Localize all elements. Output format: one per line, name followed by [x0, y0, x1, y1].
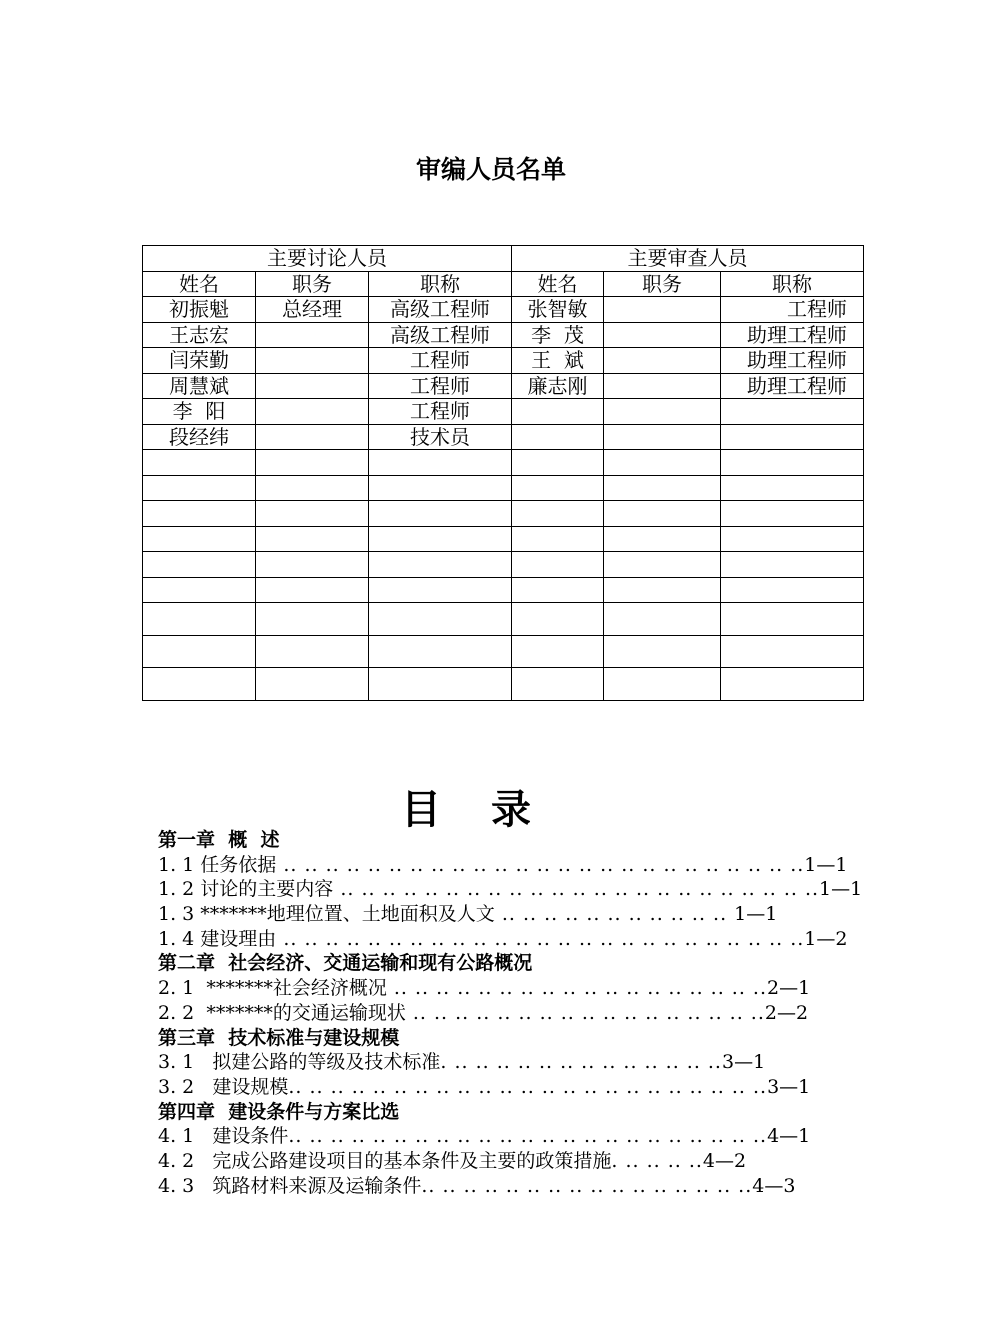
- toc-chapter: 第一章 概 述: [158, 829, 280, 851]
- toc-entry-title: 建设条件: [200, 1125, 289, 1148]
- table-of-contents: [158, 828, 863, 1198]
- toc-entry-number: 3. 2: [158, 1075, 201, 1098]
- table-cell: 工程师: [369, 373, 512, 399]
- toc-entry-leader: .. .. .. .. .. .. .. .. .. .. .. .. .. .. .. .. ..: [405, 1001, 765, 1024]
- toc-entry-title: *******地理位置、土地面积及人文: [200, 903, 495, 926]
- toc-entry: [158, 927, 848, 952]
- toc-entry: [158, 1075, 838, 1100]
- toc-entry-title: *******的交通运输现状: [200, 1001, 406, 1024]
- table-row: [143, 373, 864, 399]
- table-cell: 王 斌: [512, 348, 604, 374]
- table-cell: 高级工程师: [369, 322, 512, 348]
- toc-entry-page: 2—2: [764, 1001, 809, 1024]
- toc-entry-leader: .. .. .. .. .. .. .. .. .. .. .. .. .. .. .. .. .. .. .. .. .. .. ..: [333, 878, 820, 901]
- empty-table-row: [143, 475, 864, 501]
- toc-entry-page: 4—2: [702, 1149, 747, 1172]
- toc-entry-title: 拟建公路的等级及技术标准: [200, 1051, 441, 1074]
- table-row: [143, 399, 864, 425]
- toc-entry-page: 1—1: [804, 853, 848, 876]
- table-cell: 工程师: [721, 297, 864, 323]
- table-row: [143, 424, 864, 450]
- toc-entry-number: 3. 1: [158, 1051, 201, 1074]
- toc-chapter: 第四章 建设条件与方案比选: [158, 1100, 400, 1123]
- table-cell: [256, 399, 369, 425]
- column-header: 姓名: [512, 271, 604, 297]
- table-cell: 助理工程师: [721, 322, 864, 348]
- toc-entry-page: 4—3: [752, 1174, 796, 1197]
- toc-entry-leader: .. .. .. .. .. .. .. .. .. .. .. .. .. .. .. .. .. .. .. .. .. .. .. .. ..: [276, 927, 805, 950]
- toc-entry-title: 完成公路建设项目的基本条件及主要的政策措施: [200, 1149, 612, 1172]
- table-cell: [604, 399, 721, 425]
- toc-entry-title: 任务依据: [200, 853, 277, 876]
- column-header: 姓名: [143, 271, 256, 297]
- toc-entry-number: 4. 3: [158, 1174, 201, 1197]
- column-header: 职务: [604, 271, 721, 297]
- toc-entry-number: 2. 2: [158, 1001, 201, 1024]
- toc-entry-leader: .. .. .. .. .. .. .. .. .. .. ..: [494, 903, 735, 926]
- empty-table-row: [143, 603, 864, 636]
- toc-entry-number: 1. 3: [158, 903, 201, 926]
- toc-entry-page: 1—1: [819, 878, 863, 901]
- empty-table-row: [143, 450, 864, 476]
- toc-entry-title: 讨论的主要内容: [200, 878, 334, 901]
- empty-table-row: [143, 526, 864, 552]
- toc-entry-page: 4—1: [767, 1125, 811, 1148]
- toc-entry-title: 筑路材料来源及运输条件: [200, 1174, 422, 1197]
- toc-entry-title: *******社会经济概况: [200, 977, 387, 1000]
- toc-entry-leader: .. .. .. .. .. .. .. .. .. .. .. .. .. .. .. .. .. .. .. .. .. .. ..: [288, 1075, 768, 1098]
- empty-table-row: [143, 577, 864, 603]
- toc-entry: [158, 976, 838, 1001]
- toc-entry-number: 4. 2: [158, 1149, 201, 1172]
- group-header-discussion: 主要讨论人员: [143, 246, 512, 272]
- table-cell: [256, 348, 369, 374]
- toc-entry: [158, 1174, 838, 1199]
- toc-entry: [158, 1001, 838, 1026]
- toc-entry: [158, 902, 838, 927]
- toc-entry-leader: .. .. .. .. .. .. .. .. .. .. .. .. .. .. .. ..: [421, 1174, 753, 1197]
- table-cell: 李 茂: [512, 322, 604, 348]
- column-header: 职务: [256, 271, 369, 297]
- toc-entry: [158, 877, 863, 902]
- table-cell: 李 阳: [143, 399, 256, 425]
- toc-entry: [158, 1149, 838, 1174]
- table-cell: 王志宏: [143, 322, 256, 348]
- toc-entry-leader: . .. .. .. .. .. .. .. .. .. .. .. .. ..: [440, 1051, 722, 1074]
- table-row: [143, 322, 864, 348]
- group-header-row: [143, 246, 864, 272]
- table-cell: 助理工程师: [721, 348, 864, 374]
- page-title: 审编人员名单: [415, 155, 566, 184]
- group-header-review: 主要审查人员: [512, 246, 864, 272]
- toc-entry-number: 1. 4: [158, 927, 201, 950]
- toc-entry-page: 1—1: [734, 903, 778, 926]
- toc-entry-page: 1—2: [804, 927, 848, 950]
- toc-entry-page: 2—1: [766, 977, 811, 1000]
- toc-entry-leader: .. .. .. .. .. .. .. .. .. .. .. .. .. .. .. .. .. .. .. .. .. .. ..: [288, 1125, 768, 1148]
- column-header: 职称: [721, 271, 864, 297]
- table-cell: [604, 297, 721, 323]
- table-cell: [256, 424, 369, 450]
- table-cell: 初振魁: [143, 297, 256, 323]
- table-cell: 闫荣勤: [143, 348, 256, 374]
- toc-entry-page: 3—1: [767, 1075, 811, 1098]
- toc-entry-leader: .. .. .. .. .. .. .. .. .. .. .. .. .. .. .. .. .. .. .. .. .. .. .. .. ..: [276, 853, 805, 876]
- table-cell: [512, 399, 604, 425]
- toc-entry: [158, 1050, 838, 1075]
- table-cell: 助理工程师: [721, 373, 864, 399]
- toc-chapter: 第二章 社会经济、交通运输和现有公路概况: [158, 952, 533, 975]
- table-cell: 工程师: [369, 399, 512, 425]
- table-cell: 张智敏: [512, 297, 604, 323]
- table-cell: [256, 322, 369, 348]
- toc-entry-number: 1. 2: [158, 878, 201, 901]
- toc-entry-page: 3—1: [721, 1051, 766, 1074]
- table-cell: 总经理: [256, 297, 369, 323]
- table-cell: 周慧斌: [143, 373, 256, 399]
- table-cell: [256, 373, 369, 399]
- empty-table-row: [143, 668, 864, 701]
- table-cell: 技术员: [369, 424, 512, 450]
- empty-table-row: [143, 501, 864, 527]
- toc-entry-leader: . .. .. .. ..: [611, 1149, 703, 1172]
- table-cell: [604, 348, 721, 374]
- table-cell: 高级工程师: [369, 297, 512, 323]
- toc-entry: [158, 853, 848, 878]
- table-cell: [721, 399, 864, 425]
- table-cell: 工程师: [369, 348, 512, 374]
- table-cell: [604, 424, 721, 450]
- toc-heading: 目录: [401, 787, 581, 833]
- toc-entry-title: 建设理由: [200, 927, 277, 950]
- toc-entry-title: 建设规模: [200, 1075, 289, 1098]
- empty-table-row: [143, 635, 864, 668]
- staff-table: [142, 245, 864, 701]
- toc-entry-number: 1. 1: [158, 853, 201, 876]
- table-row: [143, 297, 864, 323]
- table-cell: [604, 322, 721, 348]
- table-cell: [604, 373, 721, 399]
- table-cell: [512, 424, 604, 450]
- table-cell: [721, 424, 864, 450]
- toc-entry-number: 4. 1: [158, 1125, 201, 1148]
- empty-table-row: [143, 552, 864, 578]
- toc-entry-leader: .. .. .. .. .. .. .. .. .. .. .. .. .. .. .. .. .. ..: [386, 977, 767, 1000]
- column-header: 职称: [369, 271, 512, 297]
- toc-entry-number: 2. 1: [158, 977, 201, 1000]
- table-cell: 段经纬: [143, 424, 256, 450]
- toc-entry: [158, 1124, 838, 1149]
- column-header-row: [143, 271, 864, 297]
- table-row: [143, 348, 864, 374]
- table-cell: 廉志刚: [512, 373, 604, 399]
- toc-chapter: 第三章 技术标准与建设规模: [158, 1026, 400, 1049]
